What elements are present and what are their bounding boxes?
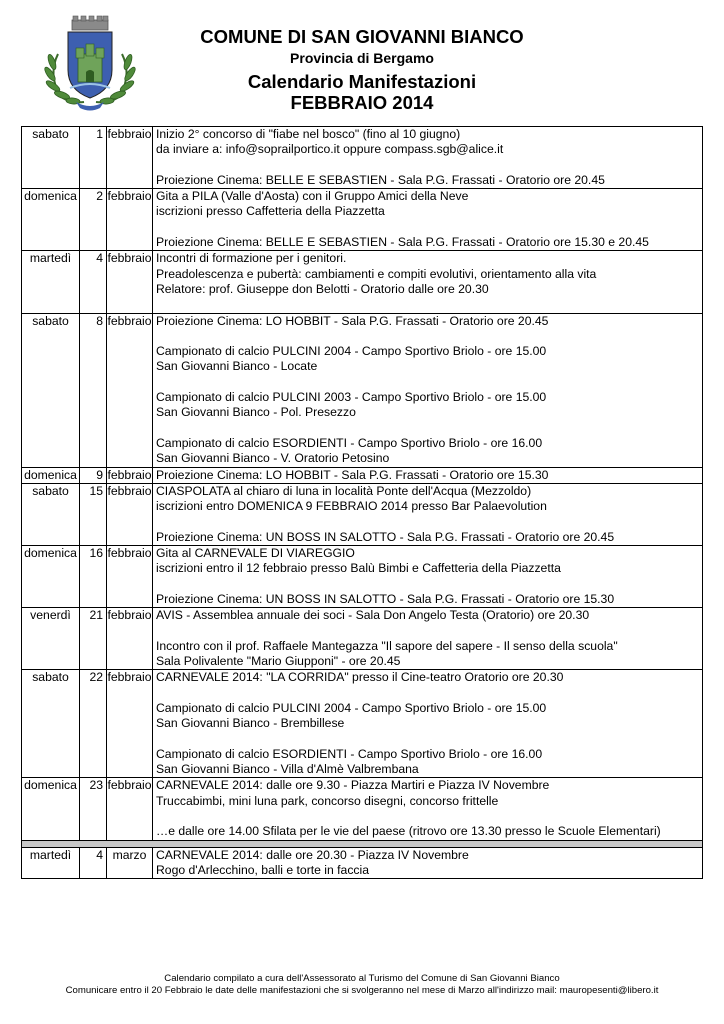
event-row (22, 608, 703, 670)
event-date-number: 16 (80, 546, 107, 608)
event-line (156, 375, 702, 390)
event-line: Gita a PILA (Valle d'Aosta) con il Gruppo Amici della Neve (156, 189, 469, 204)
event-day: martedì (22, 847, 80, 879)
event-line: Truccabimbi, mini luna park, concorso disegni, concorso frittelle (156, 793, 499, 808)
event-line: Campionato di calcio PULCINI 2004 - Campo Sportivo Briolo - ore 15.00 (156, 344, 547, 359)
event-line: iscrizioni entro il 12 febbraio presso Balù Bimbi e Caffetteria della Piazzetta (156, 561, 561, 576)
event-line: CARNEVALE 2014: dalle ore 9.30 - Piazza Martiri e Piazza IV Novembre (156, 778, 550, 793)
event-line (156, 577, 702, 592)
event-date-number: 15 (80, 483, 107, 545)
event-line: San Giovanni Bianco - Brembillese (156, 716, 345, 731)
event-line (156, 514, 702, 529)
event-line (156, 297, 702, 312)
title-block (140, 26, 584, 113)
event-month: febbraio (107, 467, 152, 482)
event-month: febbraio (107, 313, 153, 467)
event-line: Rogo d'Arlecchino, balli e torte in faccia (156, 862, 370, 877)
events-table (21, 126, 703, 879)
event-line: Proiezione Cinema: BELLE E SEBASTIEN - Sala P.G. Frassati - Oratorio ore 15.30 e 20.45 (156, 235, 649, 250)
event-line: San Giovanni Bianco - Pol. Presezzo (156, 405, 356, 420)
event-description (153, 127, 703, 189)
event-line: …e dalle ore 14.00 Sfilata per le vie del paese (ritrovo ore 13.30 presso le Scuole Elementari) (156, 824, 661, 839)
page-footer (0, 973, 724, 997)
event-month: febbraio (107, 483, 153, 545)
event-row (22, 546, 703, 608)
event-month: febbraio (107, 189, 153, 251)
event-line: Campionato di calcio ESORDIENTI - Campo Sportivo Briolo - ore 16.00 (156, 746, 543, 761)
event-line: iscrizioni entro DOMENICA 9 FEBBRAIO 2014 presso Bar Palaevolution (156, 499, 547, 514)
event-line: iscrizioni presso Caffetteria della Piazzetta (156, 204, 385, 219)
coat-of-arms-icon (40, 14, 140, 112)
event-description (153, 847, 703, 879)
event-line (156, 329, 702, 344)
event-day: domenica (22, 467, 80, 483)
comune-title: COMUNE DI SAN GIOVANNI BIANCO (200, 26, 524, 47)
event-date-number: 4 (80, 251, 107, 313)
event-day: sabato (22, 313, 80, 467)
event-line (156, 624, 702, 639)
event-line (156, 158, 702, 173)
event-line (156, 421, 702, 436)
event-line: Proiezione Cinema: LO HOBBIT - Sala P.G. Frassati - Oratorio ore 20.45 (156, 313, 549, 328)
event-line: Incontri di formazione per i genitori. (156, 251, 347, 266)
event-day: domenica (22, 546, 80, 608)
event-line: da inviare a: info@soprailportico.it oppure compass.sgb@alice.it (156, 142, 504, 157)
event-date-number: 22 (80, 670, 107, 778)
event-date-number: 4 (80, 847, 107, 879)
event-line: Incontro con il prof. Raffaele Mantegazza "Il sapore del sapere - Il senso della scuola" (156, 638, 618, 653)
event-day: domenica (22, 189, 80, 251)
event-line: San Giovanni Bianco - Locate (156, 359, 318, 374)
event-line: Inizio 2° concorso di "fiabe nel bosco" (fino al 10 giugno) (156, 127, 461, 141)
event-line: Proiezione Cinema: LO HOBBIT - Sala P.G. Frassati - Oratorio ore 15.30 (156, 467, 549, 482)
event-line (156, 732, 702, 747)
event-description (153, 546, 703, 608)
event-day: martedì (22, 251, 80, 313)
event-description (153, 189, 703, 251)
footer-contact: Comunicare entro il 20 Febbraio le date delle manifestazioni che si svolgeranno nel mese di Marzo all'indirizzo mail: mauropesenti@libero.it (65, 985, 659, 996)
event-line: AVIS - Assemblea annuale dei soci - Sala Don Angelo Testa (Oratorio) ore 20.30 (156, 608, 590, 623)
event-day: domenica (22, 778, 80, 840)
event-date-number: 2 (80, 189, 107, 251)
separator-cell (22, 840, 703, 847)
provincia-subtitle: Provincia di Bergamo (290, 50, 434, 66)
event-line: Campionato di calcio ESORDIENTI - Campo Sportivo Briolo - ore 16.00 (156, 435, 543, 450)
page-header (0, 0, 724, 126)
event-date-number: 23 (80, 778, 107, 840)
event-line: Proiezione Cinema: BELLE E SEBASTIEN - Sala P.G. Frassati - Oratorio ore 20.45 (156, 172, 605, 187)
event-row (22, 847, 703, 879)
event-description (153, 467, 703, 483)
event-description (153, 251, 703, 313)
month-separator (22, 840, 703, 847)
event-description (153, 778, 703, 840)
event-line: Sala Polivalente "Mario Giupponi" - ore 20.45 (156, 654, 401, 669)
event-description (153, 608, 703, 670)
event-month: marzo (107, 847, 153, 879)
event-row (22, 483, 703, 545)
event-date-number: 9 (80, 467, 107, 483)
event-date-number: 21 (80, 608, 107, 670)
event-month: febbraio (107, 778, 153, 840)
event-line: CIASPOLATA al chiaro di luna in località Ponte dell'Acqua (Mezzoldo) (156, 483, 532, 498)
event-line (156, 686, 702, 701)
footer-credit: Calendario compilato a cura dell'Assessorato al Turismo del Comune di San Giovanni Bianco (164, 973, 560, 984)
event-row (22, 251, 703, 313)
month-title: FEBBRAIO 2014 (290, 92, 434, 113)
event-line (156, 809, 702, 824)
event-line: San Giovanni Bianco - V. Oratorio Petosino (156, 451, 390, 466)
event-row (22, 313, 703, 467)
event-description (153, 483, 703, 545)
event-line (156, 220, 702, 235)
event-row (22, 467, 703, 483)
event-day: sabato (22, 127, 80, 189)
event-line: Proiezione Cinema: UN BOSS IN SALOTTO - Sala P.G. Frassati - Oratorio ore 20.45 (156, 529, 615, 544)
event-line: Proiezione Cinema: UN BOSS IN SALOTTO - Sala P.G. Frassati - Oratorio ore 15.30 (156, 591, 615, 606)
event-line: Gita al CARNEVALE DI VIAREGGIO (156, 546, 355, 561)
event-line: CARNEVALE 2014: "LA CORRIDA" presso il Cine-teatro Oratorio ore 20.30 (156, 670, 564, 685)
event-month: febbraio (107, 546, 153, 608)
event-month: febbraio (107, 251, 153, 313)
event-day: sabato (22, 670, 80, 778)
event-row (22, 189, 703, 251)
event-description (153, 313, 703, 467)
event-row (22, 127, 703, 189)
event-date-number: 8 (80, 313, 107, 467)
event-day: venerdì (22, 608, 80, 670)
event-line: Campionato di calcio PULCINI 2004 - Campo Sportivo Briolo - ore 15.00 (156, 700, 547, 715)
event-month: febbraio (107, 608, 153, 670)
event-row (22, 670, 703, 778)
event-description (153, 670, 703, 778)
event-line: Relatore: prof. Giuseppe don Belotti - Oratorio dalle ore 20.30 (156, 281, 489, 296)
event-day: sabato (22, 483, 80, 545)
event-line: Campionato di calcio PULCINI 2003 - Campo Sportivo Briolo - ore 15.00 (156, 390, 547, 405)
event-month: febbraio (107, 127, 153, 189)
event-line: Preadolescenza e pubertà: cambiamenti e compiti evolutivi, orientamento alla vita (156, 266, 597, 281)
event-month: febbraio (107, 670, 153, 778)
event-line: CARNEVALE 2014: dalle ore 20.30 - Piazza IV Novembre (156, 847, 469, 862)
calendar-title: Calendario Manifestazioni (247, 71, 477, 92)
event-date-number: 1 (80, 127, 107, 189)
event-row (22, 778, 703, 840)
event-line: San Giovanni Bianco - Villa d'Almè Valbrembana (156, 762, 419, 777)
